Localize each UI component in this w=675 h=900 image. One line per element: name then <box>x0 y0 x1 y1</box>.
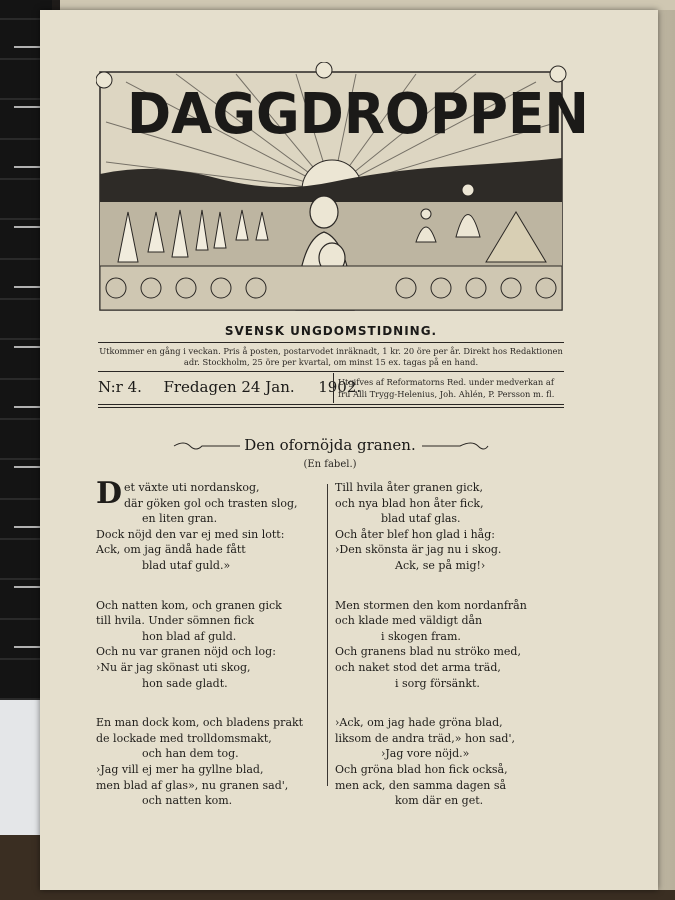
poem-line <box>96 715 326 731</box>
subscription-line-1: Utkommer en gång i veckan. Pris å posten, postarvodet inräknadt, 1 kr. 20 öre per år. Direkt hos Redaktionen <box>99 346 563 356</box>
poem-line-text: men ack, den samma dagen så <box>335 778 507 792</box>
poem-line-text: Men stormen den kom nordanfrån <box>335 598 527 612</box>
rule-bottom <box>98 404 564 405</box>
poem-line-text: Till hvila åter granen gick, <box>335 481 483 494</box>
poem-line <box>96 660 326 676</box>
poem-line <box>335 715 565 731</box>
poem-line-text: ›Jag vore nöjd.» <box>381 747 470 761</box>
issue-year: 1902. <box>318 378 362 396</box>
poem-line-text: et växte uti nordanskog, <box>124 481 260 494</box>
title-ornament-right <box>420 440 490 452</box>
poem-line <box>96 793 326 809</box>
poem-line <box>96 496 326 512</box>
poem-line-text: och klade med väldigt dån <box>335 614 483 628</box>
poem-line-text: de lockade med trolldomsmakt, <box>96 731 272 745</box>
floral-border <box>100 266 562 310</box>
poem-line-text: Och åter blef hon glad i håg: <box>335 527 495 541</box>
stanza <box>335 715 565 809</box>
poem-line <box>335 511 565 527</box>
stanza <box>335 598 565 692</box>
poem-line <box>335 598 565 614</box>
poem-line-text: Dock nöjd den var ej med sin lott: <box>96 527 285 541</box>
poem-line <box>96 613 326 629</box>
poem-line-text: ›Jag vill ej mer ha gyllne blad, <box>96 762 264 776</box>
poem-line-text: blad utaf guld.» <box>142 558 231 572</box>
poem-column-right <box>335 480 565 833</box>
poem-line <box>96 527 326 543</box>
poem-line-text: liksom de andra träd,» hon sad', <box>335 731 515 745</box>
poem-line <box>335 762 565 778</box>
poem-column-left <box>96 476 326 833</box>
poem-line-text: och natten kom. <box>142 794 233 808</box>
poem-line-text: Ack, se på mig!› <box>395 558 486 572</box>
rule-bottom-double <box>98 407 564 408</box>
poem-line <box>96 746 326 762</box>
poem-line <box>96 762 326 778</box>
poem-line <box>335 613 565 629</box>
poem-line-text: blad utaf glas. <box>381 512 461 526</box>
poem-line-text: Och granens blad nu ströko med, <box>335 645 521 659</box>
poem-line-text: i sorg försänkt. <box>395 676 480 690</box>
poem-line <box>335 542 565 558</box>
poem-line-text: och nya blad hon åter fick, <box>335 496 484 510</box>
stanza <box>96 598 326 692</box>
poem-line <box>335 496 565 512</box>
poem-line-text: men blad af glas», nu granen sad', <box>96 778 289 792</box>
poem-line <box>335 527 565 543</box>
stanza <box>96 476 326 574</box>
poem-line-text: Ack, om jag ändå hade fått <box>96 543 246 557</box>
poem-line-text: kom där en get. <box>395 794 484 808</box>
poem-line-text: ›Nu är jag skönast uti skog, <box>96 660 251 674</box>
publisher-info <box>338 376 568 400</box>
poem-line <box>96 629 326 645</box>
poem-line <box>335 793 565 809</box>
poem-line <box>96 558 326 574</box>
poem-line <box>335 746 565 762</box>
poem-line <box>96 598 326 614</box>
poem-line-text: en liten gran. <box>142 512 218 526</box>
poem-line <box>335 480 565 496</box>
drop-cap: D <box>96 476 123 511</box>
poem-line <box>96 676 326 692</box>
masthead-subtitle: SVENSK UNGDOMSTIDNING. <box>224 324 438 338</box>
poem-line <box>335 644 565 660</box>
subscription-line-2: adr. Stockholm, 25 öre per kvartal, om minst 15 ex. tagas på en hand. <box>183 357 479 367</box>
poem-line <box>96 511 326 527</box>
publisher-line-2: fru Alli Trygg-Helenius, Joh. Ahlén, P. Persson m. fl. <box>338 389 555 399</box>
stanza <box>335 480 565 574</box>
poem-line <box>335 778 565 794</box>
poem-line-text: där göken gol och trasten slog, <box>124 496 298 510</box>
column-divider <box>327 484 328 786</box>
poem-line-text: och naket stod det arma träd, <box>335 660 501 674</box>
poem-line-text: till hvila. Under sömnen fick <box>96 614 255 628</box>
poem-title: Den ofornöjda granen. <box>244 436 416 454</box>
rule-middle <box>98 371 564 372</box>
poem-line <box>335 660 565 676</box>
publisher-line-1: Utgifves af Reformatorns Red. under medverkan af <box>338 377 554 387</box>
poem-line <box>96 731 326 747</box>
poem-line-text: hon blad af guld. <box>142 629 237 643</box>
poem-line <box>96 644 326 660</box>
poem-line <box>335 558 565 574</box>
poem-line-text: Och natten kom, och granen gick <box>96 598 282 612</box>
poem-line-text: Och gröna blad hon fick också, <box>335 762 508 776</box>
poem-line-text: En man dock kom, och bladens prakt <box>96 716 304 730</box>
poem-subtitle: (En fabel.) <box>303 459 357 470</box>
poem-line-text: ›Ack, om jag hade gröna blad, <box>335 716 503 730</box>
poem-line <box>96 778 326 794</box>
issue-separator <box>333 373 334 403</box>
poem-line <box>335 629 565 645</box>
poem-line-text: och han dem tog. <box>142 747 239 761</box>
issue-number: N:r 4. <box>98 378 142 396</box>
poem-line-text: hon sade gladt. <box>142 676 228 690</box>
issue-line <box>98 378 362 396</box>
issue-date: Fredagen 24 Jan. <box>163 378 295 396</box>
poem-line <box>96 542 326 558</box>
poem-line <box>335 676 565 692</box>
poem-line-text: ›Den skönsta är jag nu i skog. <box>335 543 502 557</box>
stanza <box>96 715 326 809</box>
poem-line-text: i skogen fram. <box>381 629 461 643</box>
rule-top <box>98 342 564 343</box>
masthead-title: DAGGDROPPEN <box>127 82 589 147</box>
poem-line-text: Och nu var granen nöjd och log: <box>96 645 276 659</box>
poem-line <box>335 731 565 747</box>
